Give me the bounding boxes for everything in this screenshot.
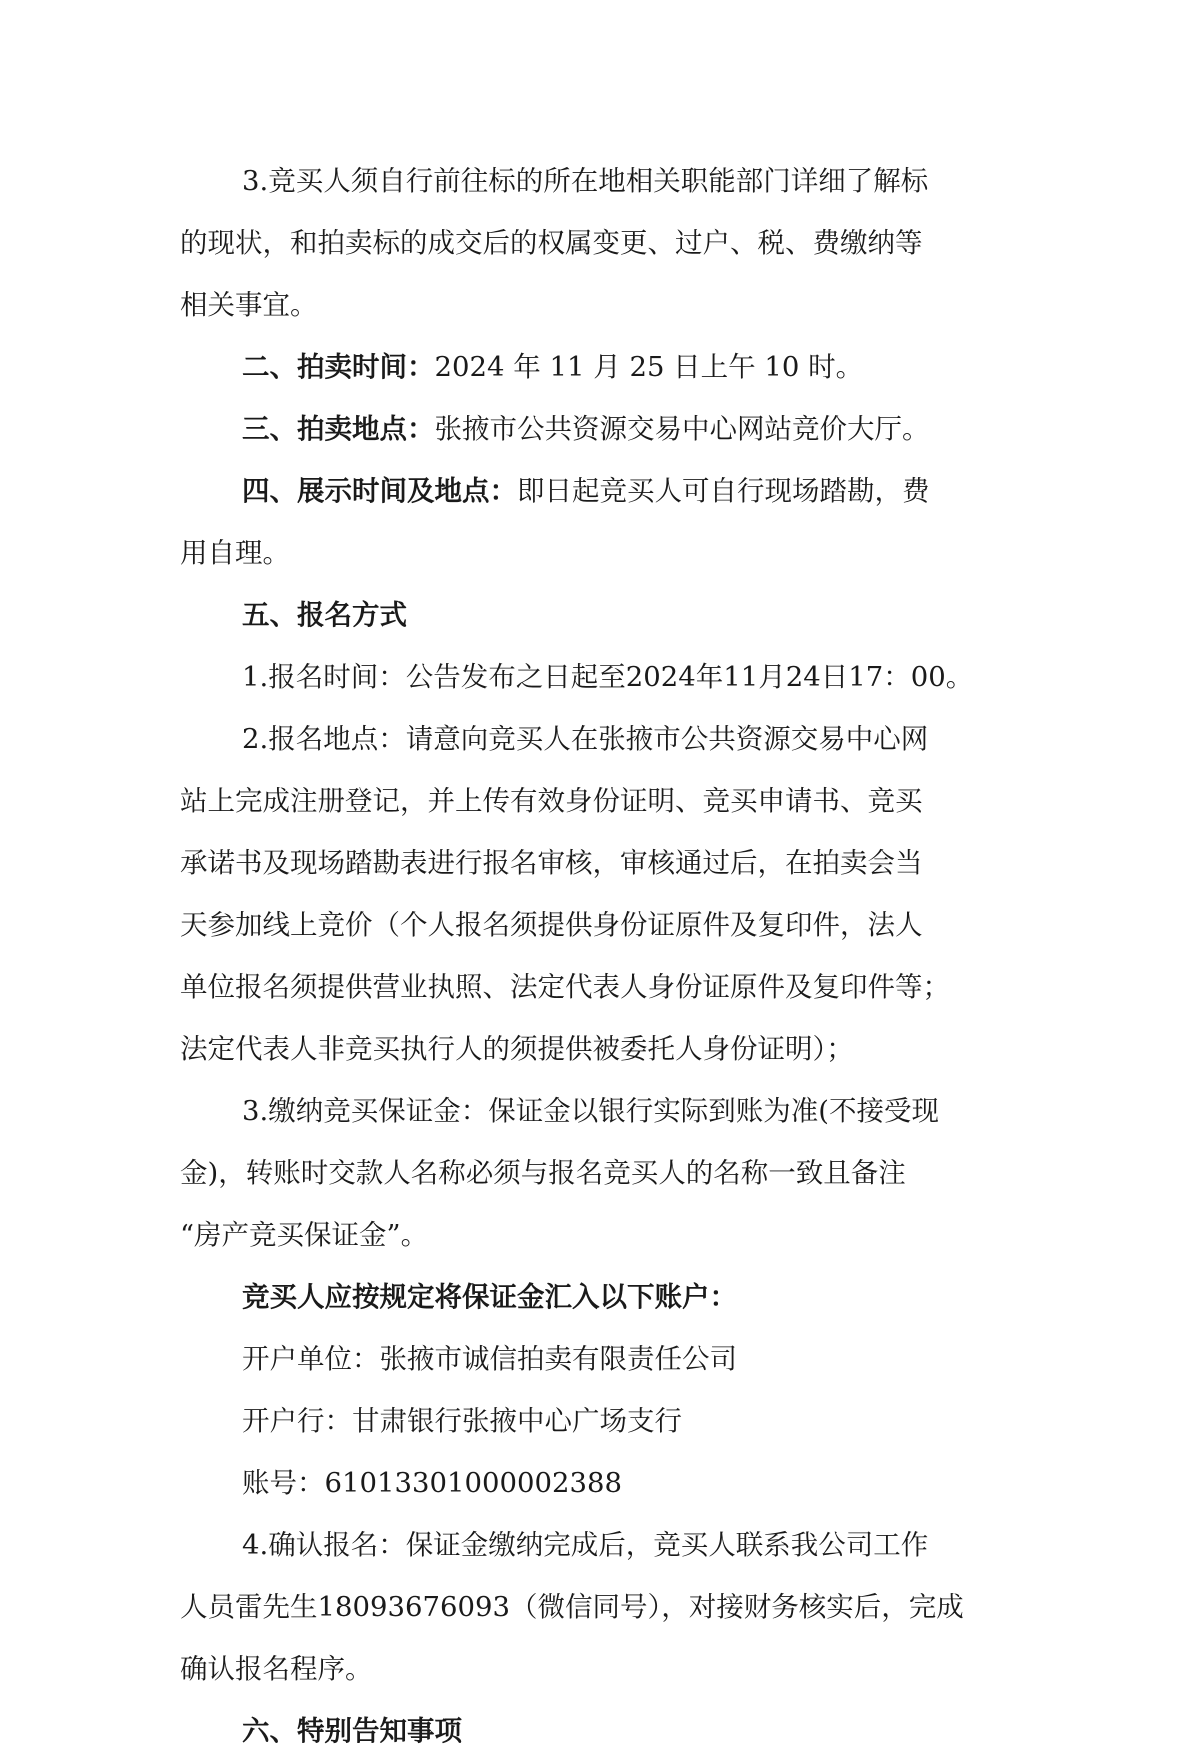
reg-place-paragraph xyxy=(180,708,1040,1080)
reg-time-line: 1.报名时间：公告发布之日起至2024年11月24日17：00。 xyxy=(242,661,974,693)
document-page xyxy=(180,150,1040,1762)
auction-place-value: 张掖市公共资源交易中心网站竞价大厅。 xyxy=(434,413,930,445)
text-line: 用自理。 xyxy=(180,537,290,569)
text-line: 相关事宜。 xyxy=(180,289,318,321)
auction-time-line xyxy=(180,336,1040,398)
auction-place-line xyxy=(180,398,1040,460)
confirm-paragraph xyxy=(180,1514,1040,1700)
text-line: 2.报名地点：请意向竞买人在张掖市公共资源交易中心网 xyxy=(242,723,929,755)
auction-time-label: 二、拍卖时间： xyxy=(242,351,435,383)
display-label: 四、展示时间及地点： xyxy=(242,475,517,507)
display-value: 即日起竞买人可自行现场踏勘，费 xyxy=(517,475,930,507)
text-line: 的现状，和拍卖标的成交后的权属变更、过户、税、费缴纳等 xyxy=(180,227,923,259)
section6-heading: 六、特别告知事项 xyxy=(242,1715,462,1747)
account-heading: 竞买人应按规定将保证金汇入以下账户： xyxy=(242,1281,737,1313)
text-line: 法定代表人非竞买执行人的须提供被委托人身份证明）； xyxy=(180,1033,854,1065)
item3-paragraph xyxy=(180,150,1040,336)
section5-heading: 五、报名方式 xyxy=(242,599,407,631)
text-line: 确认报名程序。 xyxy=(180,1653,373,1685)
text-line: 3.缴纳竞买保证金：保证金以银行实际到账为准(不接受现 xyxy=(242,1095,939,1127)
text-line: 人员雷先生18093676093（微信同号），对接财务核实后，完成 xyxy=(180,1591,964,1623)
account-bank: 开户行：甘肃银行张掖中心广场支行 xyxy=(242,1405,682,1437)
text-line: 4.确认报名：保证金缴纳完成后，竞买人联系我公司工作 xyxy=(242,1529,929,1561)
text-line: 站上完成注册登记，并上传有效身份证明、竞买申请书、竞买 xyxy=(180,785,923,817)
text-line: 单位报名须提供营业执照、法定代表人身份证原件及复印件等； xyxy=(180,971,950,1003)
text-line: 承诺书及现场踏勘表进行报名审核，审核通过后，在拍卖会当 xyxy=(180,847,923,879)
auction-time-value: 2024 年 11 月 25 日上午 10 时。 xyxy=(434,351,864,383)
auction-place-label: 三、拍卖地点： xyxy=(242,413,435,445)
text-line: 3.竞买人须自行前往标的所在地相关职能部门详细了解标 xyxy=(242,165,929,197)
deposit-paragraph xyxy=(180,1080,1040,1266)
text-line: “房产竞买保证金”。 xyxy=(180,1219,429,1251)
text-line: 天参加线上竞价（个人报名须提供身份证原件及复印件，法人 xyxy=(180,909,923,941)
account-number: 账号：61013301000002388 xyxy=(242,1467,622,1499)
text-line: 金)，转账时交款人名称必须与报名竞买人的名称一致且备注 xyxy=(180,1157,906,1189)
account-holder: 开户单位：张掖市诚信拍卖有限责任公司 xyxy=(242,1343,737,1375)
display-line xyxy=(180,460,1040,522)
